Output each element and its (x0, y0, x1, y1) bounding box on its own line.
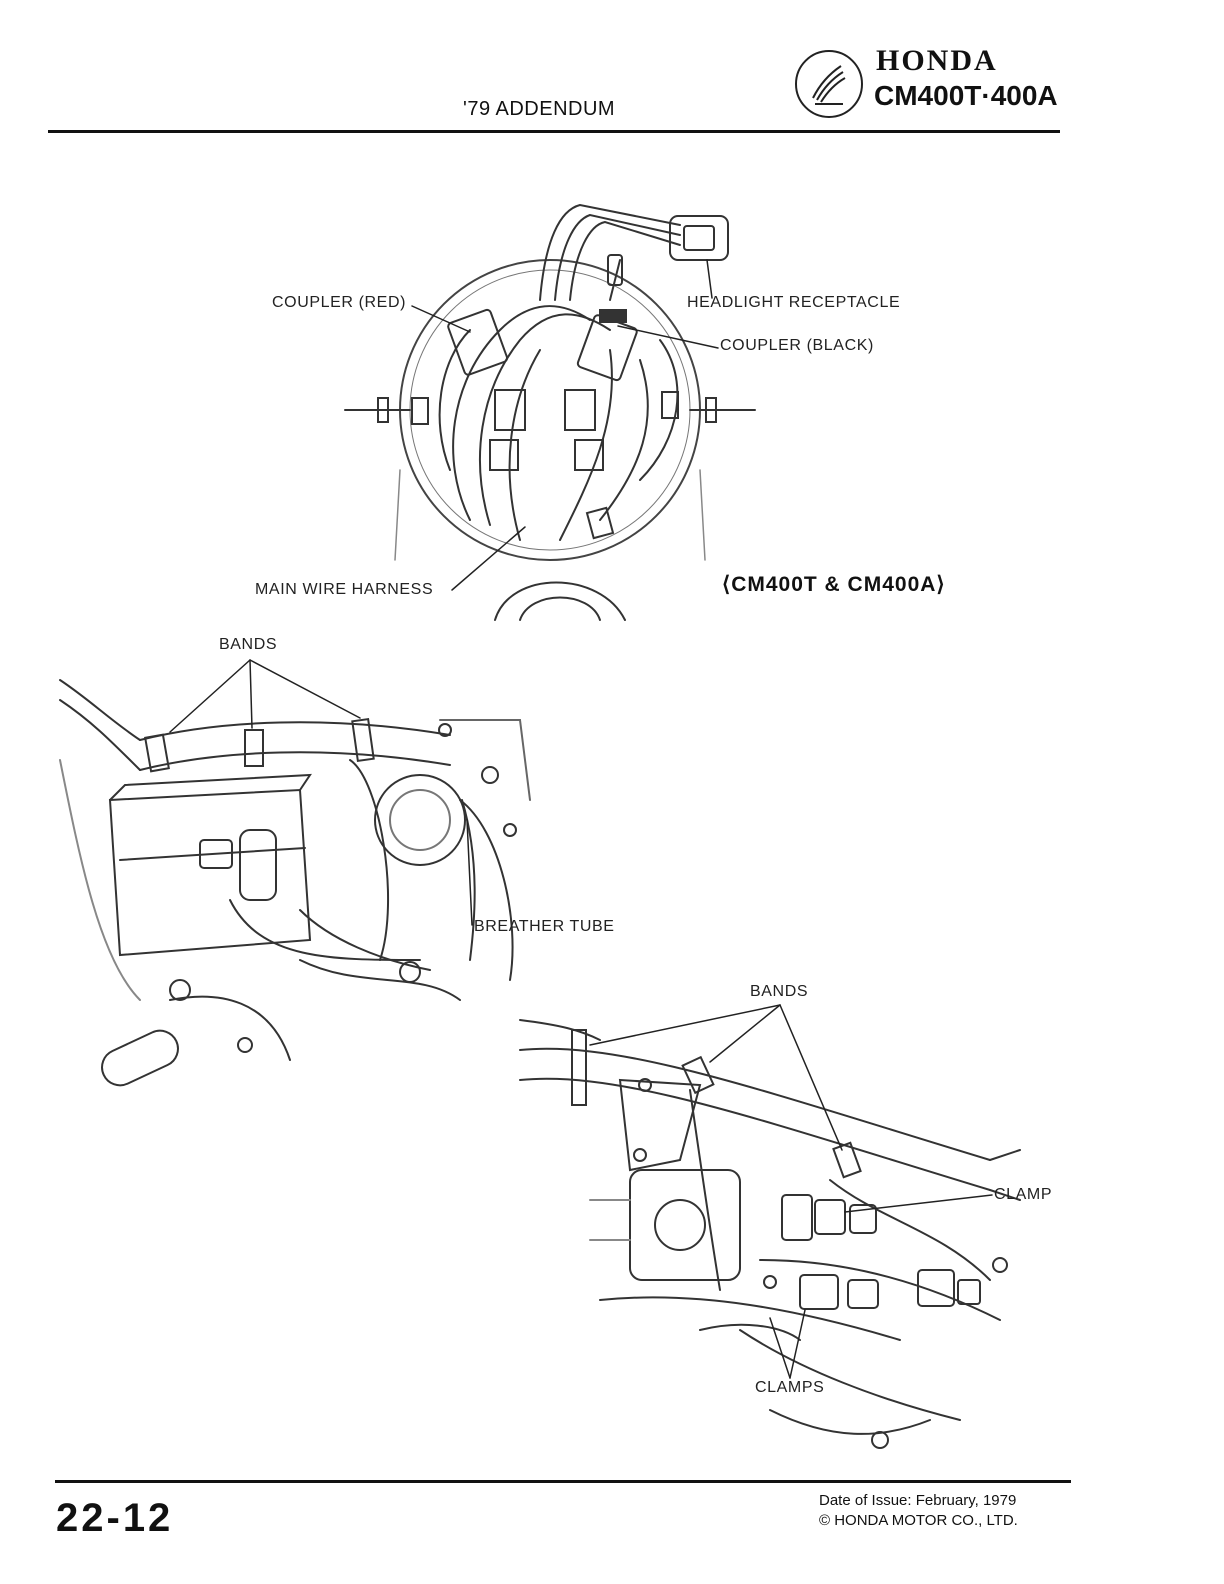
label-breather-tube: BREATHER TUBE (474, 918, 615, 935)
model-variant-caption: ⟨CM400T & CM400A⟩ (722, 573, 946, 596)
page-number: 22-12 (56, 1496, 174, 1540)
label-bands-left: BANDS (219, 636, 278, 653)
battery-area-drawing (60, 680, 530, 1091)
label-coupler-black: COUPLER (BLACK) (720, 337, 874, 354)
label-main-wire-harness: MAIN WIRE HARNESS (255, 581, 434, 598)
date-of-issue: Date of Issue: February, 1979 (819, 1492, 1017, 1509)
label-clamp: CLAMP (994, 1186, 1053, 1203)
label-bands-right: BANDS (750, 983, 809, 1000)
label-headlight-receptacle: HEADLIGHT RECEPTACLE (687, 294, 901, 311)
copyright: © HONDA MOTOR CO., LTD. (819, 1512, 1018, 1529)
model-name: CM400T·400A (874, 80, 1058, 111)
brand-name: HONDA (876, 44, 998, 77)
label-coupler-red: COUPLER (RED) (272, 294, 407, 311)
label-clamps: CLAMPS (755, 1379, 825, 1396)
section-title: '79 ADDENDUM (463, 98, 616, 120)
headlight-housing-drawing (345, 205, 755, 620)
footer-rule (55, 1480, 1071, 1483)
